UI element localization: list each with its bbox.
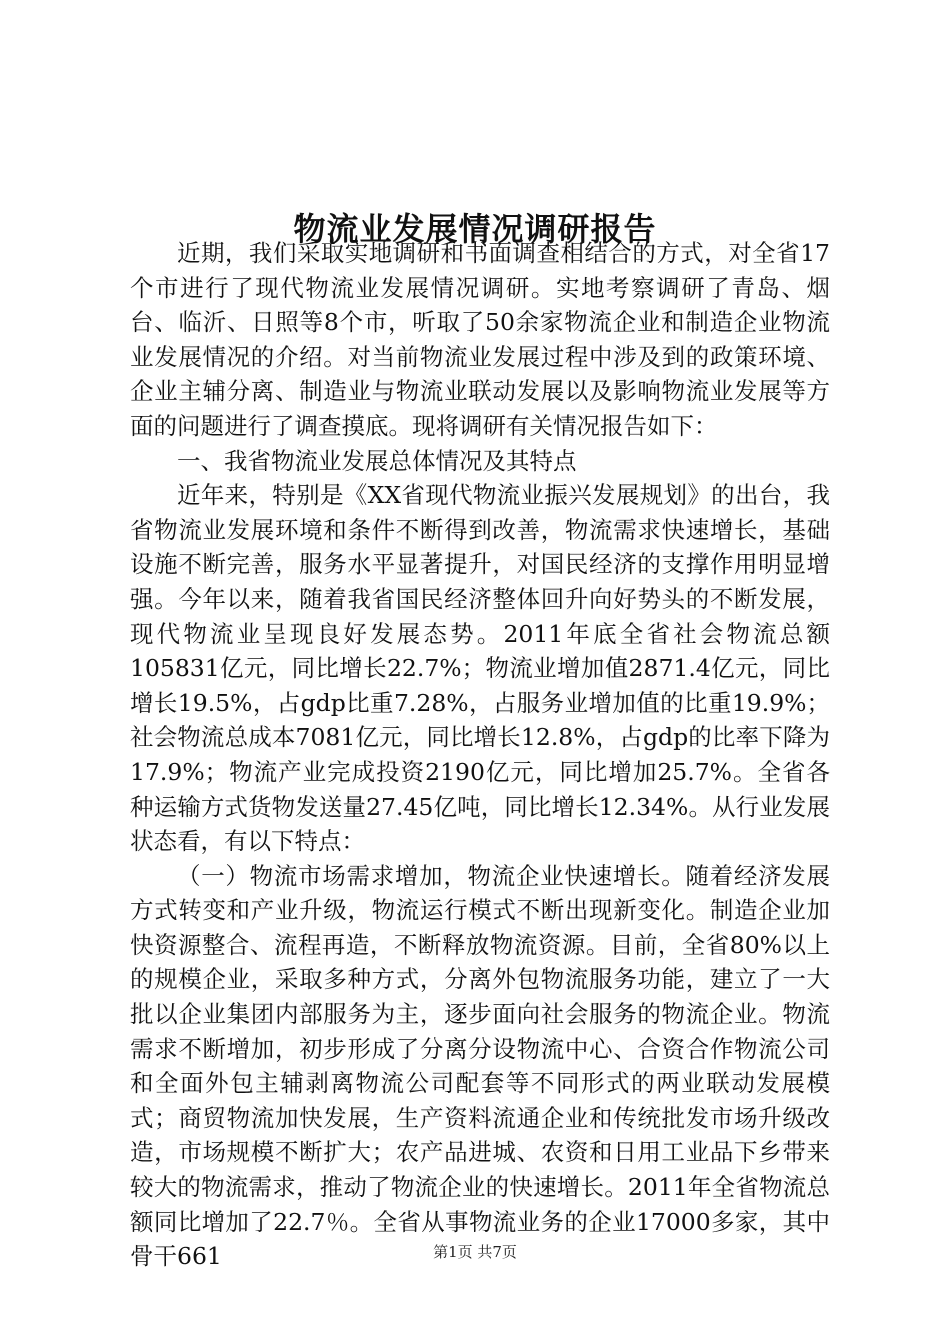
- section-heading: 一、我省物流业发展总体情况及其特点: [177, 446, 577, 475]
- overview-paragraph: 近年来，特别是《XX省现代物流业振兴发展规划》的出台，我省物流业发展环境和条件不断得到改善，物流需求快速增长，基础设施不断完善，服务水平显著提升，对国民经济的支撑作用明显增强。今年以来，随着我省国民经济整体回升向好势头的不断发展，现代物流业呈现良好发展态势。2011年底全省社会物流总额105831亿元，同比增长22.7%；物流业增加值2871.4亿元，同比增长19.5%，占gdp比重7.28%，占服务业增加值的比重19.9%；社会物流总成本7081亿元，同比增长12.8%，占gdp的比率下降为17.9%；物流产业完成投资2190亿元，同比增加25.7%。全省各种运输方式货物发送量27.45亿吨，同比增长12.34%。从行业发展状态看，有以下特点：: [130, 481, 830, 856]
- page-number-footer: 第1页 共7页: [433, 1243, 517, 1261]
- feature-paragraph: （一）物流市场需求增加，物流企业快速增长。随着经济发展方式转变和产业升级，物流运行模式不断出现新变化。制造企业加快资源整合、流程再造，不断释放物流资源。目前，全省80%以上的规模企业，采取多种方式，分离外包物流服务功能，建立了一大批以企业集团内部服务为主，逐步面向社会服务的物流企业。物流需求不断增加，初步形成了分离分设物流中心、合资合作物流公司和全面外包主辅剥离物流公司配套等不同形式的两业联动发展模式；商贸物流加快发展，生产资料流通企业和传统批发市场升级改造，市场规模不断扩大；农产品进城、农资和日用工业品下乡带来较大的物流需求，推动了物流企业的快速增长。2011年全省物流总额同比增加了22.7％。全省从事物流业务的企业17000多家，其中骨干661: [130, 861, 830, 1271]
- intro-paragraph: 近期，我们采取实地调研和书面调查相结合的方式，对全省17个市进行了现代物流业发展情况调研。实地考察调研了青岛、烟台、临沂、日照等8个市，听取了50余家物流企业和制造企业物流业发展情况的介绍。对当前物流业发展过程中涉及到的政策环境、企业主辅分离、制造业与物流业联动发展以及影响物流业发展等方面的问题进行了调查摸底。现将调研有关情况报告如下：: [130, 239, 830, 440]
- document-title: 物流业发展情况调研报告: [293, 210, 657, 249]
- document-body: [130, 236, 830, 1274]
